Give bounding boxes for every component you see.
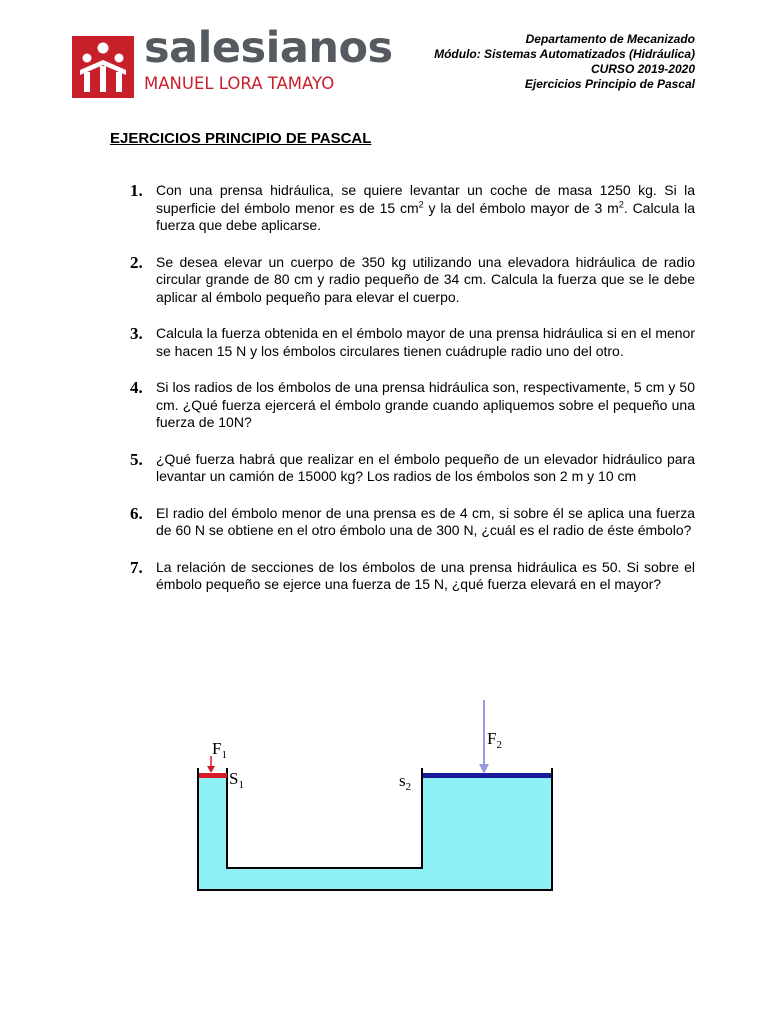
school-logo bbox=[72, 22, 392, 100]
hydraulic-press-diagram bbox=[190, 696, 560, 896]
exercise-number: 2. bbox=[130, 252, 143, 272]
label-s2: $s_2$ bbox=[399, 771, 412, 793]
force-arrow-large-head bbox=[479, 764, 489, 774]
label-f1: $F_1$ bbox=[212, 739, 227, 761]
exercise-item bbox=[110, 379, 695, 432]
exercise-number: 4. bbox=[130, 378, 143, 397]
large-piston bbox=[423, 773, 551, 778]
exercise-item bbox=[110, 325, 695, 360]
header-module: Módulo: Sistemas Automatizados (Hidráulica) bbox=[434, 47, 695, 61]
exercise-item bbox=[110, 182, 695, 235]
exercise-text: ¿Qué fuerza habrá que realizar en el émbolo pequeño de un elevador hidráulico para levantar un camión de 15000 kg? Los radios de los émbolos son 2 m y 10 cm bbox=[156, 450, 695, 484]
exercise-text: El radio del émbolo menor de una prensa es de 4 cm, si sobre él se aplica una fuerza de 60 N se obtiene en el otro émbolo una de 300 N, ¿cuál es el radio de éste émbolo? bbox=[156, 504, 695, 538]
exercise-text: Si los radios de los émbolos de una prensa hidráulica son, respectivamente, 5 cm y 50 cm. ¿Qué fuerza ejercerá el émbolo grande cuando apliquemos sobre el pequeño una fuerza de 10N? bbox=[156, 379, 695, 430]
logo-school-name: MANUEL LORA TAMAYO bbox=[144, 74, 335, 93]
force-arrow-small-head bbox=[207, 766, 215, 773]
exercise-number: 6. bbox=[130, 503, 143, 523]
exercise-number: 7. bbox=[130, 557, 143, 577]
exercise-item bbox=[110, 559, 695, 594]
exercise-text: La relación de secciones de los émbolos de una prensa hidráulica es 50. Si sobre el émbolo pequeño se ejerce una fuerza de 15 N, ¿qué fuerza elevará en el mayor? bbox=[156, 558, 695, 592]
label-f2: $F_2$ bbox=[487, 729, 502, 751]
exercise-text: Se desea elevar un cuerpo de 350 kg utilizando una elevadora hidráulica de radio circular grande de 80 cm y radio pequeño de 34 cm. Calcula la fuerza que se le debe aplicar al émbolo pequeño para elevar el cuerpo. bbox=[156, 253, 695, 305]
exercise-item bbox=[110, 451, 695, 486]
small-piston bbox=[199, 773, 227, 778]
exercise-number: 5. bbox=[130, 449, 143, 469]
document-header bbox=[434, 32, 695, 92]
exercise-item bbox=[110, 254, 695, 307]
exercise-item bbox=[110, 505, 695, 540]
fluid-region bbox=[198, 778, 552, 890]
exercise-number: 3. bbox=[130, 324, 143, 343]
exercise-number: 1. bbox=[130, 181, 143, 200]
exercise-text: Calcula la fuerza obtenida en el émbolo mayor de una prensa hidráulica si en el menor se hacen 15 N y los émbolos circulares tienen cuádruple radio uno del otro. bbox=[156, 325, 695, 359]
salesianos-emblem-icon bbox=[72, 36, 134, 98]
logo-wordmark: salesianos bbox=[144, 23, 393, 73]
label-s1: $S_1$ bbox=[229, 769, 244, 791]
page-title: EJERCICIOS PRINCIPIO DE PASCAL bbox=[110, 130, 372, 147]
exercise-text: Con una prensa hidráulica, se quiere levantar un coche de masa 1250 kg. Si la superficie del émbolo menor es de 15 $cm^2$ y la del émbolo mayor de 3 $m^2$. Calcula la fuerza que debe aplicarse. bbox=[156, 182, 695, 233]
exercise-list bbox=[110, 182, 695, 613]
header-course: CURSO 2019-2020 bbox=[590, 62, 695, 76]
header-topic: Ejercicios Principio de Pascal bbox=[524, 77, 695, 91]
header-department: Departamento de Mecanizado bbox=[525, 32, 695, 46]
